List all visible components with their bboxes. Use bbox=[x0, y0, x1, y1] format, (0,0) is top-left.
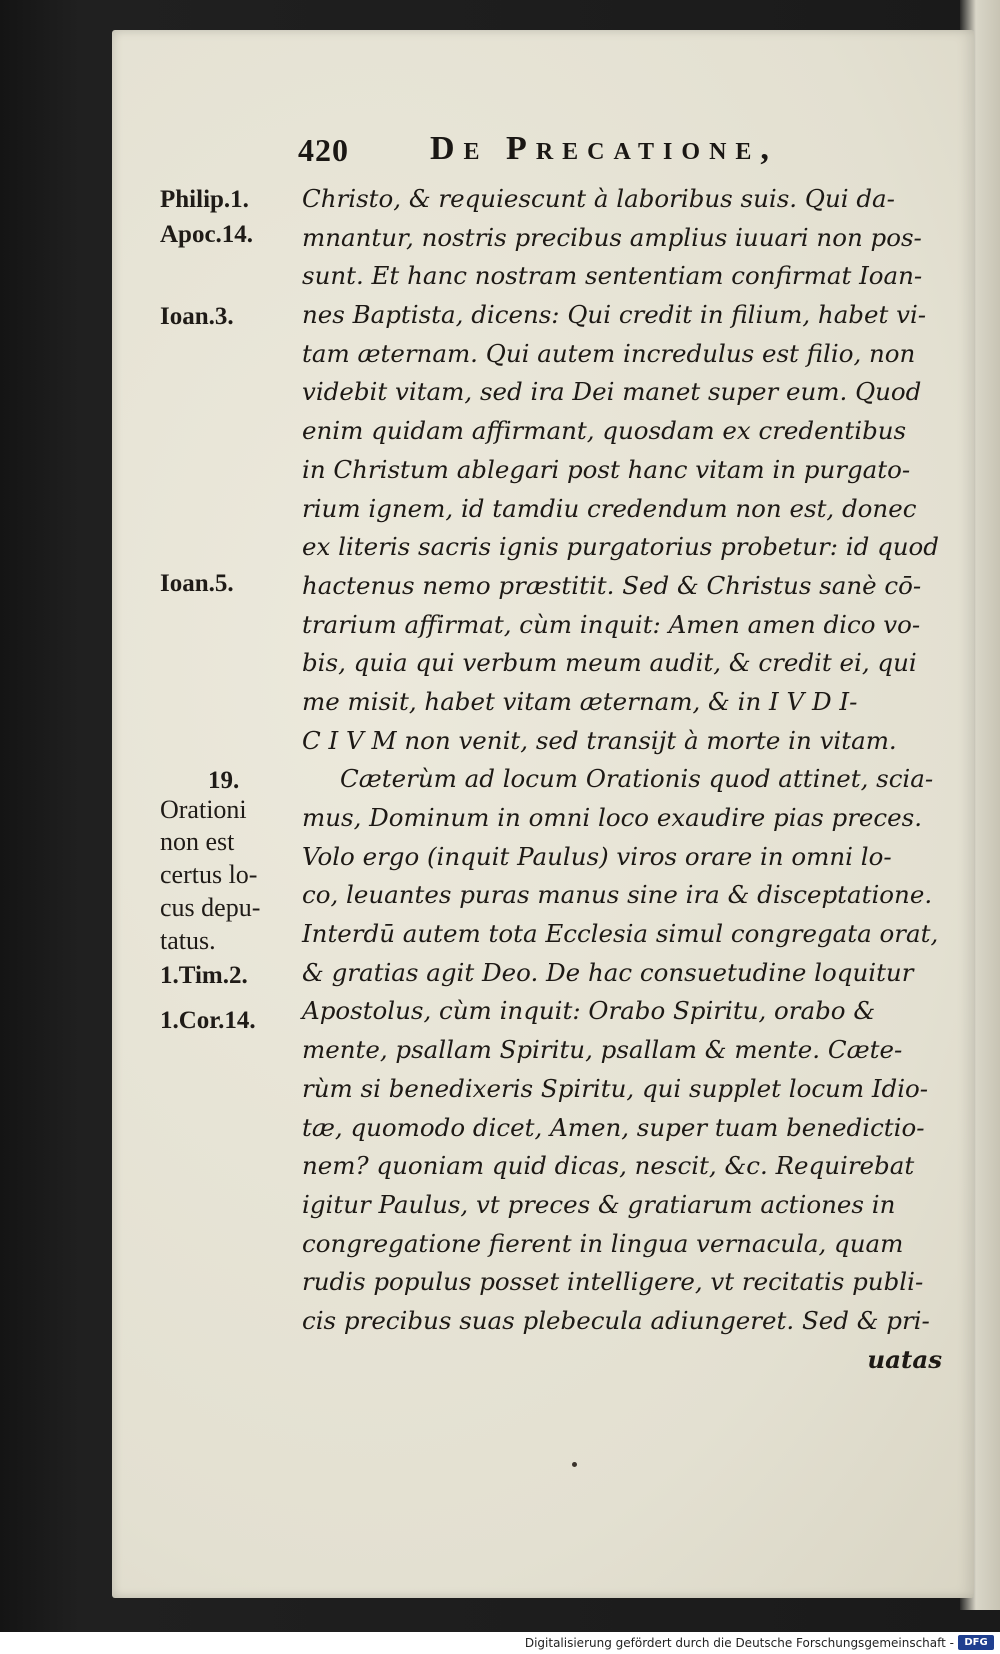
margin-note-ioan-5: Ioan.5. bbox=[160, 570, 234, 597]
body-line: igitur Paulus, vt preces & gratiarum actiones in bbox=[302, 1189, 896, 1219]
margin-note-ioan-3: Ioan.3. bbox=[160, 303, 234, 330]
body-text bbox=[302, 180, 942, 1379]
body-line: videbit vitam, sed ira Dei manet super eum. Quod bbox=[302, 377, 922, 407]
body-line: Apostolus, cùm inquit: Orabo Spiritu, orabo & bbox=[302, 996, 876, 1026]
margin-note-orationi: Orationi bbox=[160, 795, 247, 824]
body-line: Christo, & requiescunt à laboribus suis. Qui da- bbox=[302, 184, 895, 213]
body-line: mente, psallam Spiritu, psallam & mente. Cæte- bbox=[302, 1035, 903, 1065]
margin-note-number-19: 19. bbox=[208, 767, 240, 794]
body-line: tæ, quomodo dicet, Amen, super tuam benedictio- bbox=[302, 1112, 925, 1142]
body-line: nes Baptista, dicens: Qui credit in filium, habet vi- bbox=[302, 300, 927, 330]
body-line: rudis populus posset intelligere, vt recitatis publi- bbox=[302, 1267, 924, 1297]
body-line: rùm si benedixeris Spiritu, qui supplet locum Idio- bbox=[302, 1073, 929, 1103]
body-line: Interdū autem tota Ecclesia simul congregata orat, bbox=[302, 919, 939, 949]
body-line: cis precibus suas plebecula adiungeret. Sed & pri- bbox=[302, 1305, 930, 1335]
body-line: hactenus nemo præstitit. Sed & Christus sanè cō- bbox=[302, 570, 922, 600]
body-line: me misit, habet vitam æternam, & in I V D I- bbox=[302, 686, 858, 716]
margin-note-certus-lo: certus lo- bbox=[160, 860, 258, 889]
page-number: 420 bbox=[298, 132, 349, 168]
footer-credit: Digitalisierung gefördert durch die Deutsche Forschungsgemeinschaft - bbox=[524, 1636, 954, 1650]
body-line: tam æternam. Qui autem incredulus est filio, non bbox=[302, 338, 916, 368]
body-line: sunt. Et hanc nostram sententiam confirmat Ioan- bbox=[302, 261, 923, 291]
body-line: C I V M non venit, sed transijt à morte in vitam. bbox=[302, 725, 897, 755]
margin-note-tatus: tatus. bbox=[160, 926, 216, 955]
dfg-logo-icon: DFG bbox=[958, 1635, 994, 1650]
margin-note-philip: Philip.1. bbox=[160, 186, 249, 213]
margin-note-cus-depu: cus depu- bbox=[160, 893, 261, 922]
body-line: ex literis sacris ignis purgatorius probetur: id quod bbox=[302, 532, 939, 562]
body-line: bis, quia qui verbum meum audit, & credit ei, qui bbox=[302, 648, 917, 678]
body-line: rium ignem, id tamdiu credendum non est, donec bbox=[302, 493, 917, 523]
body-line-paragraph-start: Cæterùm ad locum Orationis quod attinet, scia- bbox=[340, 764, 934, 794]
body-line: co, leuantes puras manus sine ira & disceptatione. bbox=[302, 880, 933, 910]
body-line: & gratias agit Deo. De hac consuetudine loquitur bbox=[302, 957, 914, 987]
margin-note-non-est: non est bbox=[160, 827, 235, 856]
running-head: De Precatione, bbox=[430, 130, 778, 167]
body-line: mnantur, nostris precibus amplius iuuari non pos- bbox=[302, 222, 922, 252]
body-line: mus, Dominum in omni loco exaudire pias preces. bbox=[302, 803, 923, 832]
margin-note-1-cor: 1.Cor.14. bbox=[160, 1007, 256, 1034]
body-line: congregatione fierent in lingua vernacula, quam bbox=[302, 1228, 904, 1258]
ink-speck bbox=[572, 1462, 577, 1467]
margin-note-1-tim: 1.Tim.2. bbox=[160, 962, 248, 989]
body-line: Volo ergo (inquit Paulus) viros orare in omni lo- bbox=[302, 841, 892, 871]
body-line: trarium affirmat, cùm inquit: Amen amen dico vo- bbox=[302, 609, 921, 639]
body-line: enim quidam affirmant, quosdam ex credentibus bbox=[302, 416, 907, 446]
body-line: nem? quoniam quid dicas, nescit, &c. Requirebat bbox=[302, 1151, 915, 1181]
margin-note-apoc: Apoc.14. bbox=[160, 221, 254, 248]
body-line: in Christum ablegari post hanc vitam in purgato- bbox=[302, 454, 911, 484]
catchword: uatas bbox=[867, 1344, 942, 1374]
